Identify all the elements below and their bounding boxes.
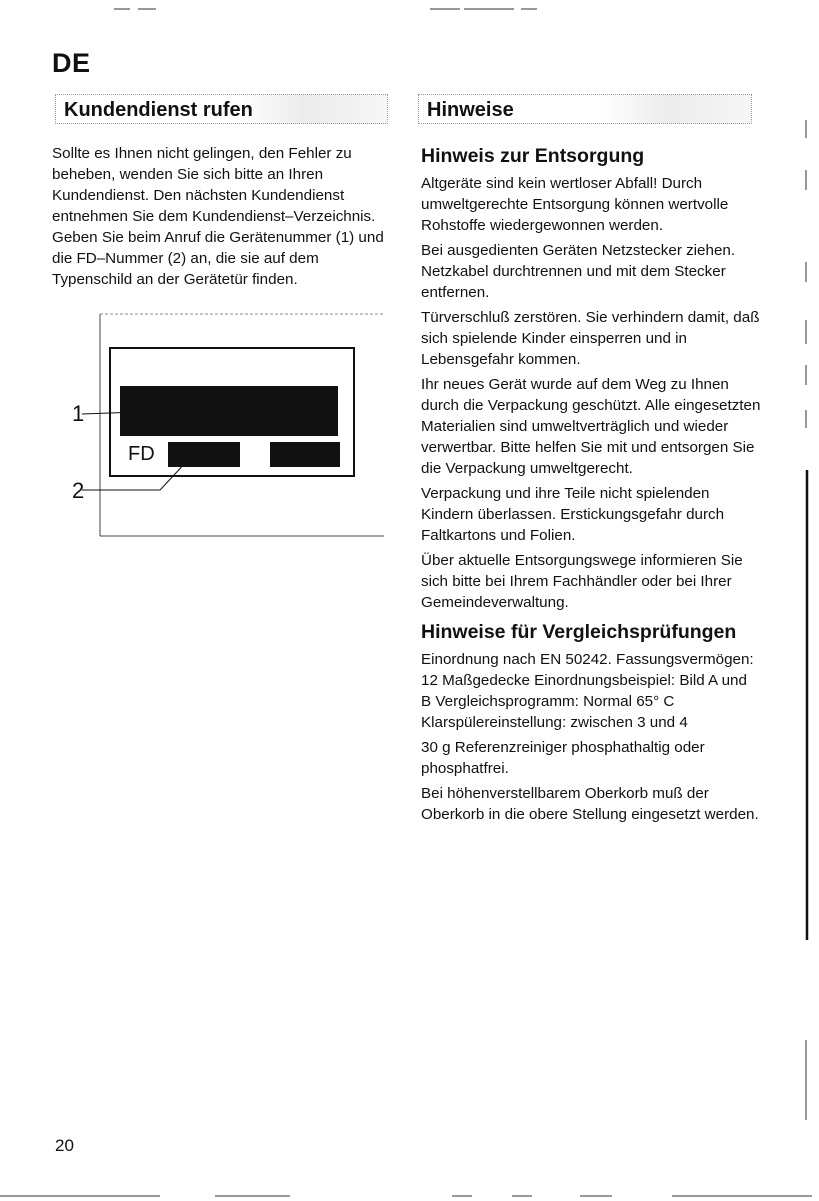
heading-vergleichspruefungen: Hinweise für Vergleichsprüfungen xyxy=(421,621,737,643)
pruefung-paragraph: Bei höhenverstellbarem Oberkorb muß der Oberkorb in die obere Stellung eingesetzt werden. xyxy=(421,785,759,823)
entsorgung-paragraph: Über aktuelle Entsorgungswege informieren Sie sich bitte bei Ihrem Fachhändler oder bei Ihrer Gemeindeverwaltung. xyxy=(421,552,743,611)
pruefung-paragraph: Einordnung nach EN 50242. Fassungsvermögen: 12 Maßgedecke Einordnungsbeispiel: Bild A und B Vergleichsprogramm: Normal 65° C Klarspülereinstellung: zwischen 3 und 4 xyxy=(421,651,754,731)
entsorgung-paragraph: Türverschluß zerstören. Sie verhindern damit, daß sich spielende Kinder einsperren und in Lebensgefahr kommen. xyxy=(421,309,760,368)
right-column xyxy=(421,143,761,829)
rating-plate-figure xyxy=(68,312,388,547)
pruefung-paragraph: 30 g Referenzreiniger phosphathaltig oder phosphatfrei. xyxy=(421,739,705,777)
language-code: DE xyxy=(52,48,91,78)
section-banner-kundendienst: Kundendienst rufen xyxy=(55,94,388,124)
entsorgung-paragraph: Verpackung und ihre Teile nicht spielenden Kindern überlassen. Erstickungsgefahr durch Faltkartons und Folien. xyxy=(421,485,725,544)
plate-fd-label: FD xyxy=(128,443,155,465)
heading-entsorgung: Hinweis zur Entsorgung xyxy=(421,145,645,167)
entsorgung-paragraph: Ihr neues Gerät wurde auf dem Weg zu Ihnen durch die Verpackung geschützt. Alle eingesetzten Materialien sind umweltverträglich und wieder verwertbar. Bitte helfen Sie mit und entsorgen Sie die Verpackung umweltgerecht. xyxy=(421,376,761,477)
left-column xyxy=(52,143,384,294)
callout-2: 2 xyxy=(72,478,85,503)
kundendienst-text: Sollte es Ihnen nicht gelingen, den Fehler zu beheben, wenden Sie sich bitte an Ihren Kundendienst. Den nächsten Kundendienst entnehmen Sie dem Kundendienst–Verzeichnis. Geben Sie beim Anruf die Gerätenummer (1) und die FD–Nummer (2) an, die sie auf dem Typenschild an der Gerätetür finden. xyxy=(52,145,384,288)
callout-1: 1 xyxy=(72,401,85,426)
rating-plate-drawing xyxy=(68,312,388,547)
section-banner-hinweise: Hinweise xyxy=(418,94,752,124)
entsorgung-paragraph: Bei ausgedienten Geräten Netzstecker ziehen. Netzkabel durchtrennen und mit dem Stecker entfernen. xyxy=(421,242,736,301)
page-number: 20 xyxy=(55,1136,74,1155)
entsorgung-paragraph: Altgeräte sind kein wertloser Abfall! Durch umweltgerechte Entsorgung können wertvolle Rohstoffe wiedergewonnen werden. xyxy=(421,175,729,234)
